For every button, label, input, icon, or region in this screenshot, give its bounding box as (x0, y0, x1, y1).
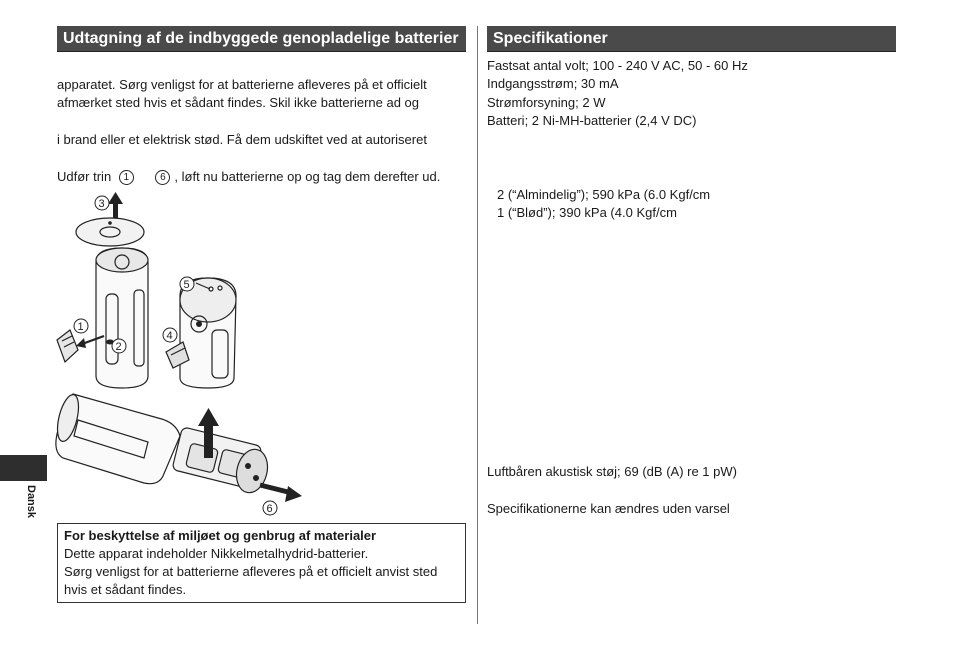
spec-pressure-soft: 1 (“Blød”); 390 kPa (4.0 Kgf/cm (497, 205, 677, 220)
step-to-number: 6 (155, 170, 170, 185)
callout-1: 1 (77, 321, 84, 333)
device-tube (53, 393, 180, 484)
callout-2: 2 (115, 341, 122, 353)
spec-noise: Luftbåren akustisk støj; 69 (dB (A) re 1 pW) (487, 464, 737, 479)
specifications-heading: Specifikationer (487, 26, 896, 52)
step-prefix: Udfør trin (57, 169, 112, 184)
callout-6: 6 (266, 503, 273, 515)
spec-voltage: Fastsat antal volt; 100 - 240 V AC, 50 - 60 Hz (487, 58, 748, 73)
spec-pressure-normal: 2 (“Almindelig”); 590 kPa (6.0 Kgf/cm (497, 187, 711, 202)
battery-pack (172, 427, 272, 496)
spec-power: Strømforsyning; 2 W (487, 95, 606, 110)
callout-3: 3 (98, 198, 105, 210)
environment-notice-title: For beskyttelse af miljøet og genbrug af materialer (64, 528, 377, 543)
step-suffix: , løft nu batterierne op og tag dem derefter ud. (174, 169, 441, 184)
environment-notice-line-1: Dette apparat indeholder Nikkelmetalhydrid-batterier. (64, 546, 369, 561)
removal-text-line-2: afmærket sted hvis et sådant findes. Skil ikke batterierne ad og (57, 95, 420, 110)
cap-part (76, 218, 144, 246)
removal-text-line-3: i brand eller et elektrisk stød. Få dem udskiftet ved at autoriseret (57, 132, 427, 147)
spec-current: Indgangsstrøm; 30 mA (487, 76, 619, 91)
side-cover (57, 330, 78, 362)
callout-4: 4 (166, 330, 173, 342)
environment-notice-line-3: hvis et sådant findes. (64, 582, 187, 597)
environment-notice-box (57, 523, 466, 603)
step-from-number: 1 (119, 170, 134, 185)
callout-5: 5 (183, 279, 190, 291)
battery-removal-illustration (48, 190, 308, 520)
environment-notice-line-2: Sørg venligst for at batterierne afleveres på et officielt anvist sted (64, 564, 438, 579)
column-divider (477, 26, 478, 624)
language-tab (0, 455, 47, 481)
battery-removal-heading: Udtagning af de indbyggede genopladelige batterier (57, 26, 466, 52)
spec-change-notice: Specifikationerne kan ændres uden varsel (487, 501, 730, 516)
arrow-up-icon (108, 192, 123, 218)
device-body (96, 248, 148, 388)
removal-text-line-1: apparatet. Sørg venligst for at batterierne afleveres på et officielt (57, 77, 427, 92)
arrow-right-icon (260, 485, 302, 502)
step-instruction (57, 168, 440, 186)
language-label: Dansk (25, 485, 37, 519)
spec-battery: Batteri; 2 Ni-MH-batterier (2,4 V DC) (487, 113, 697, 128)
